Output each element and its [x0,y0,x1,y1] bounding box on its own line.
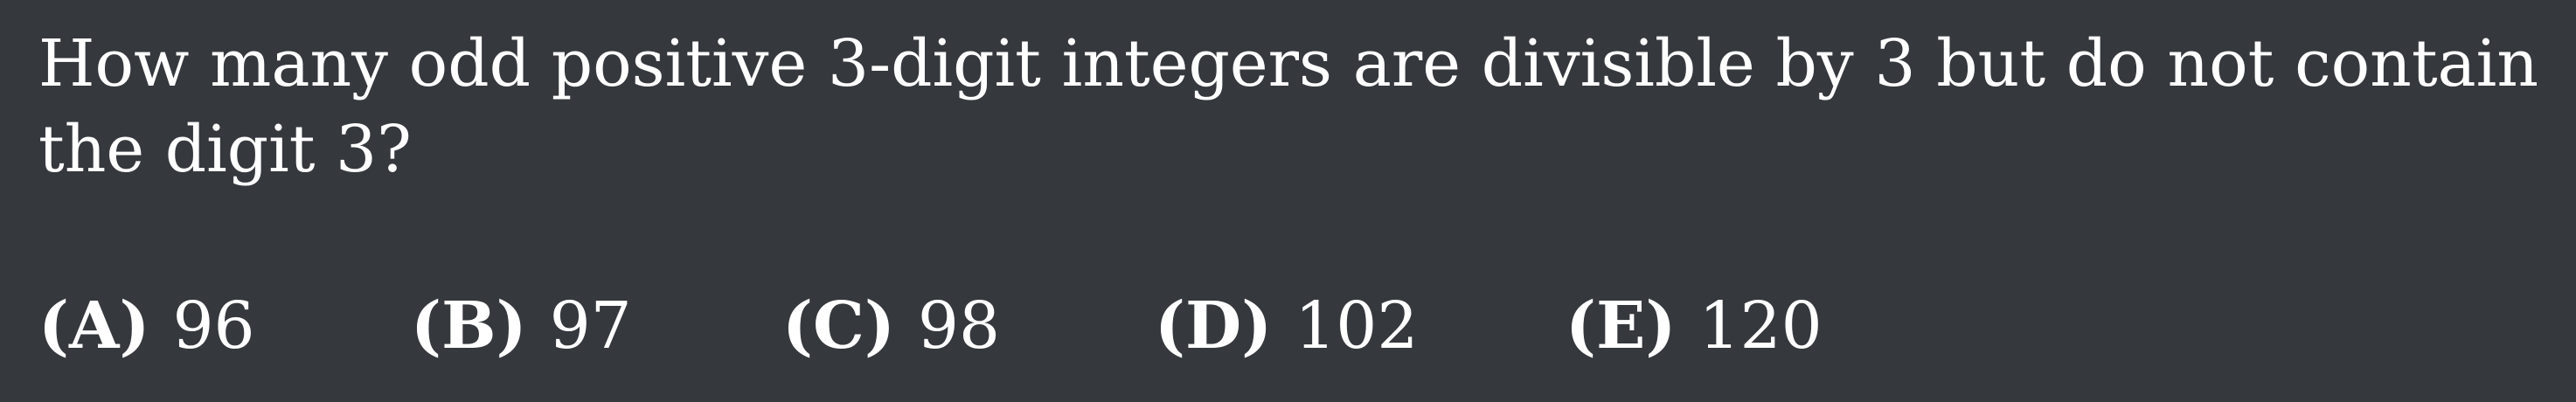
choice-d-label: (D) [1155,288,1273,364]
choice-c [782,278,1000,374]
choice-e-value: 120 [1698,288,1823,364]
choice-a-label: (A) [38,288,150,364]
choice-b [411,278,632,374]
choice-c-value: 98 [917,288,1001,364]
answer-choices [38,278,2538,374]
choice-a [38,278,255,374]
choice-c-label: (C) [782,288,895,364]
choice-e-label: (E) [1566,288,1677,364]
choice-b-label: (B) [411,288,527,364]
choice-e [1566,278,1823,374]
choice-d [1155,278,1418,374]
choice-b-value: 97 [549,288,632,364]
question-text: How many odd positive 3-digit integers are divisible by 3 but do not contain the digit 3? [38,26,2538,187]
choice-a-value: 96 [172,288,255,364]
choice-d-value: 102 [1295,288,1419,364]
